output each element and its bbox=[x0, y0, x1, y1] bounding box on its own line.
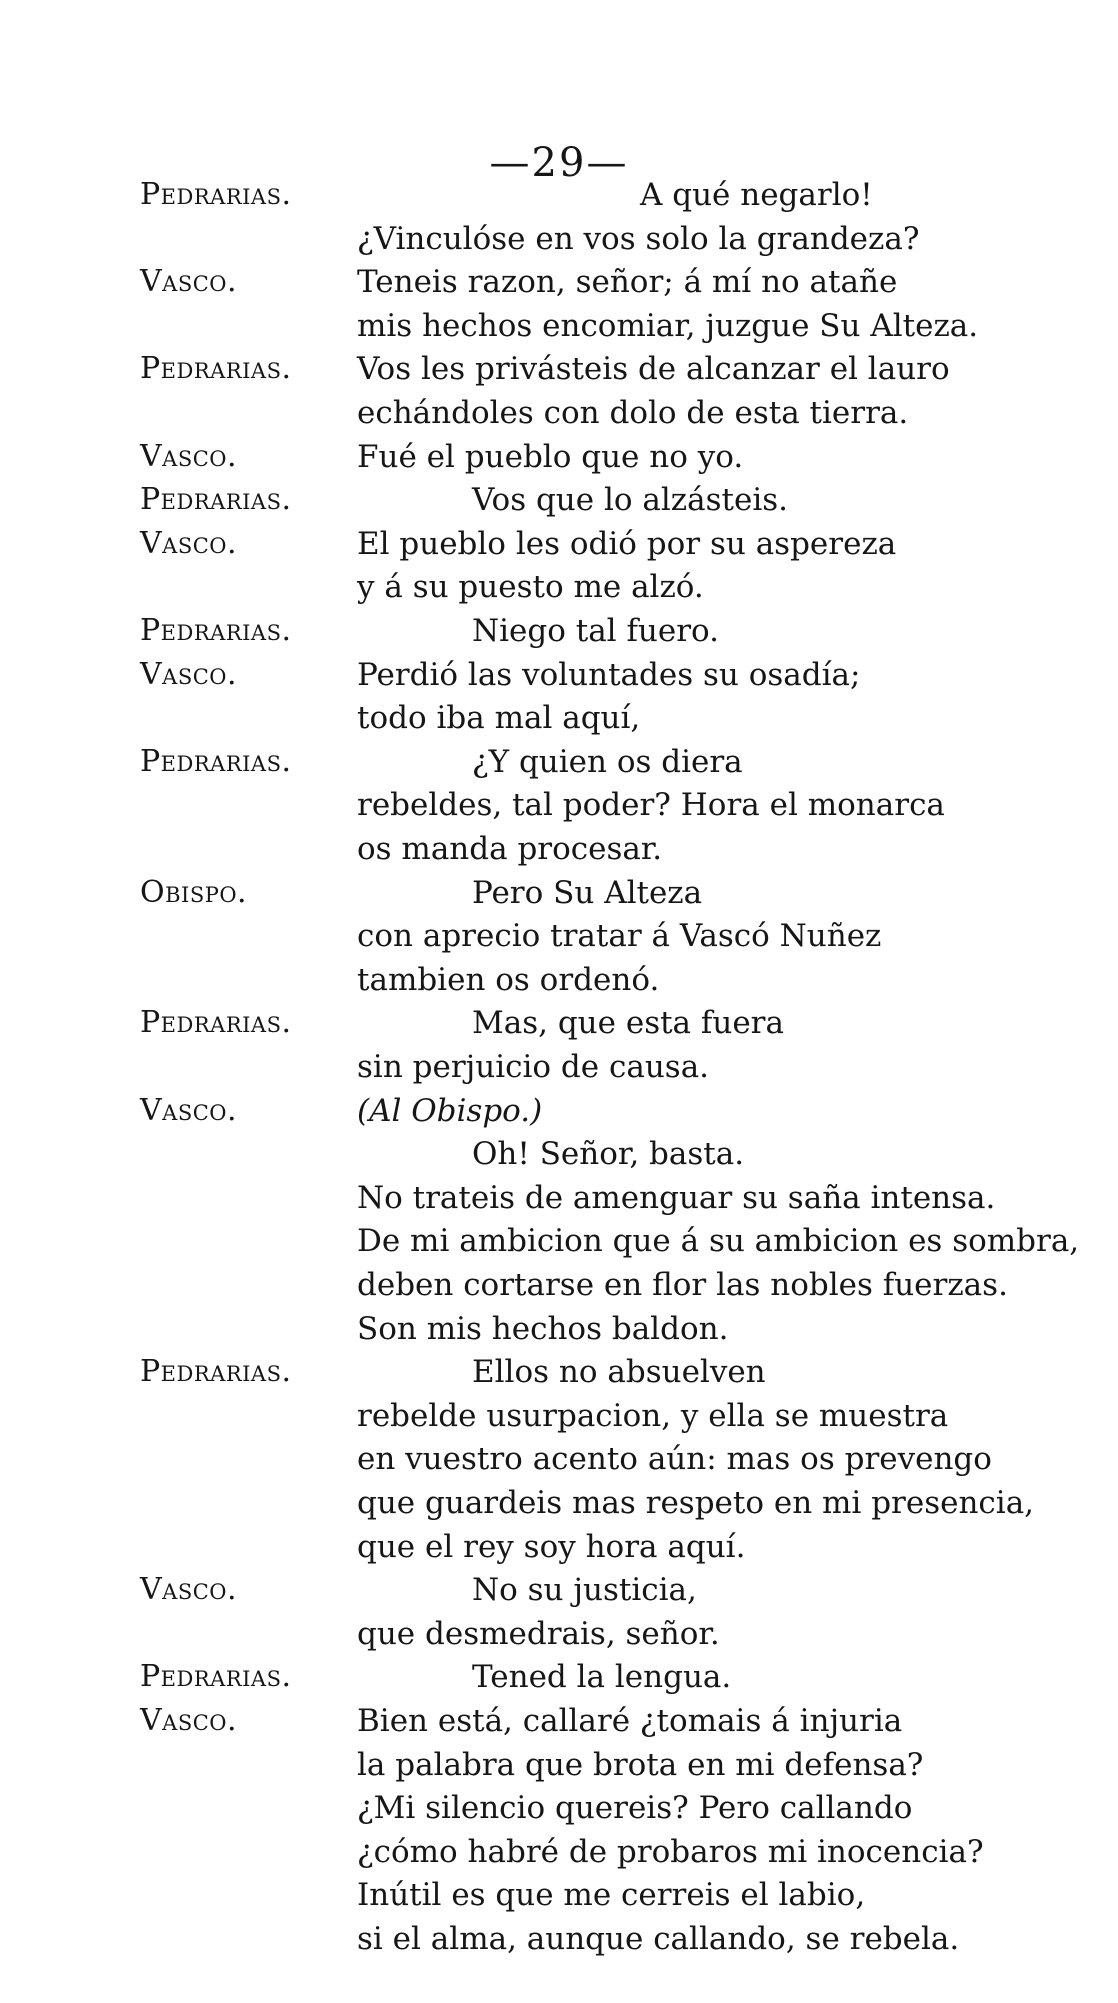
verse-text: que desmedrais, señor. bbox=[357, 1615, 720, 1652]
stage-direction: (Al Obispo.) bbox=[357, 1092, 543, 1129]
verse-line bbox=[0, 873, 1118, 913]
verse-line bbox=[0, 1788, 1118, 1828]
verse-text: Vos les privásteis de alcanzar el lauro bbox=[357, 351, 950, 388]
verse-text: deben cortarse en flor las nobles fuerzas. bbox=[357, 1267, 1008, 1303]
verse-text: todo iba mal aquí, bbox=[357, 700, 641, 737]
verse-line bbox=[0, 306, 1118, 346]
verse-text: ¿Y quien os diera bbox=[472, 743, 743, 780]
verse-text: De mi ambicion que á su ambicion es sombra, bbox=[357, 1223, 1080, 1260]
verse-line bbox=[0, 1745, 1118, 1785]
verse-line bbox=[0, 1832, 1118, 1872]
verse-line bbox=[0, 1003, 1118, 1043]
verse-text: sin perjuicio de causa. bbox=[357, 1049, 710, 1085]
verse-line bbox=[0, 1614, 1118, 1654]
verse-text: A qué negarlo! bbox=[640, 177, 873, 213]
verse-line bbox=[0, 1352, 1118, 1392]
verse-line bbox=[0, 524, 1118, 564]
verse-line bbox=[0, 1439, 1118, 1479]
verse-line bbox=[0, 742, 1118, 782]
verse-text: No trateis de amenguar su saña intensa. bbox=[357, 1179, 996, 1216]
verse-line bbox=[0, 349, 1118, 389]
verse-text: Fué el pueblo que no yo. bbox=[357, 438, 744, 475]
verse-text: ¿Mi silencio quereis? Pero callando bbox=[357, 1790, 913, 1827]
verse-line bbox=[0, 1178, 1118, 1218]
verse-text: si el alma, aunque callando, se rebela. bbox=[357, 1921, 960, 1957]
speaker-name: Pedrarias. bbox=[140, 351, 292, 387]
speaker-name: Vasco. bbox=[140, 656, 238, 692]
verse-text: mis hechos encomiar, juzgue Su Alteza. bbox=[357, 307, 979, 344]
verse-line bbox=[0, 1483, 1118, 1523]
verse-line bbox=[0, 175, 1118, 215]
verse-text: Niego tal fuero. bbox=[472, 613, 720, 649]
speaker-name: Vasco. bbox=[140, 1092, 238, 1128]
speaker-name: Pedrarias. bbox=[140, 613, 292, 648]
verse-line bbox=[0, 1396, 1118, 1436]
verse-text: echándoles con dolo de esta tierra. bbox=[357, 395, 909, 431]
verse-text: Tened la lengua. bbox=[472, 1659, 732, 1696]
verse-line bbox=[0, 1875, 1118, 1915]
verse-line bbox=[0, 960, 1118, 1000]
verse-line bbox=[0, 698, 1118, 738]
verse-line bbox=[0, 611, 1118, 651]
speaker-name: Vasco. bbox=[140, 264, 238, 300]
verse-line bbox=[0, 262, 1118, 302]
speaker-name: Pedrarias. bbox=[140, 177, 292, 212]
speaker-name: Pedrarias. bbox=[140, 482, 292, 518]
speaker-name: Pedrarias. bbox=[140, 743, 292, 779]
speaker-name: Vasco. bbox=[140, 1703, 238, 1738]
verse-line bbox=[0, 1221, 1118, 1261]
speaker-name: Vasco. bbox=[140, 438, 238, 474]
verse-line bbox=[0, 1570, 1118, 1610]
verse-text: rebeldes, tal poder? Hora el monarca bbox=[357, 787, 945, 824]
verse-text: en vuestro acento aún: mas os prevengo bbox=[357, 1441, 992, 1478]
verse-text: Ellos no absuelven bbox=[472, 1354, 766, 1391]
verse-line bbox=[0, 1265, 1118, 1305]
verse-text: ¿Vinculóse en vos solo la grandeza? bbox=[357, 220, 920, 257]
speaker-name: Vasco. bbox=[140, 1572, 238, 1608]
verse-line bbox=[0, 1134, 1118, 1174]
speaker-name: Pedrarias. bbox=[140, 1005, 292, 1041]
verse-text: tambien os ordenó. bbox=[357, 961, 660, 998]
verse-line bbox=[0, 480, 1118, 520]
verse-line bbox=[0, 437, 1118, 477]
verse-line bbox=[0, 1701, 1118, 1741]
verse-line bbox=[0, 1309, 1118, 1349]
verse-text: y á su puesto me alzó. bbox=[357, 569, 704, 606]
verse-line bbox=[0, 1919, 1118, 1959]
verse-text: Oh! Señor, basta. bbox=[472, 1136, 745, 1173]
verse-line bbox=[0, 567, 1118, 607]
verse-line bbox=[0, 1527, 1118, 1567]
verse-text: que guardeis mas respeto en mi presencia, bbox=[357, 1485, 1035, 1521]
verse-line bbox=[0, 829, 1118, 869]
speaker-name: Pedrarias. bbox=[140, 1354, 292, 1390]
page-number: —29— bbox=[489, 140, 629, 186]
verse-line bbox=[0, 219, 1118, 259]
verse-line bbox=[0, 785, 1118, 825]
verse-line bbox=[0, 1047, 1118, 1087]
verse-text: Mas, que esta fuera bbox=[472, 1005, 784, 1042]
verse-text: Bien está, callaré ¿tomais á injuria bbox=[357, 1703, 903, 1739]
verse-text: rebelde usurpacion, y ella se muestra bbox=[357, 1397, 949, 1434]
verse-text: os manda procesar. bbox=[357, 831, 663, 867]
verse-text: con aprecio tratar á Vascó Nuñez bbox=[357, 918, 882, 955]
verse-text: Perdió las voluntades su osadía; bbox=[357, 656, 861, 693]
verse-line bbox=[0, 1091, 1118, 1131]
verse-text: que el rey soy hora aquí. bbox=[357, 1528, 746, 1565]
verse-text: Vos que lo alzásteis. bbox=[472, 482, 789, 519]
verse-text: Pero Su Alteza bbox=[472, 874, 703, 911]
verse-line bbox=[0, 1657, 1118, 1697]
verse-text: Teneis razon, señor; á mí no atañe bbox=[357, 264, 898, 301]
speaker-name: Obispo. bbox=[140, 874, 248, 910]
verse-text: la palabra que brota en mi defensa? bbox=[357, 1746, 924, 1783]
verse-text: ¿cómo habré de probaros mi inocencia? bbox=[357, 1833, 984, 1870]
verse-line bbox=[0, 393, 1118, 433]
speaker-name: Vasco. bbox=[140, 525, 238, 561]
verse-text: Inútil es que me cerreis el labio, bbox=[357, 1877, 866, 1914]
verse-text: El pueblo les odió por su aspereza bbox=[357, 525, 897, 562]
verse-line bbox=[0, 916, 1118, 956]
verse-text: No su justicia, bbox=[472, 1572, 697, 1609]
verse-line bbox=[0, 655, 1118, 695]
verse-text: Son mis hechos baldon. bbox=[357, 1310, 729, 1347]
speaker-name: Pedrarias. bbox=[140, 1659, 292, 1695]
